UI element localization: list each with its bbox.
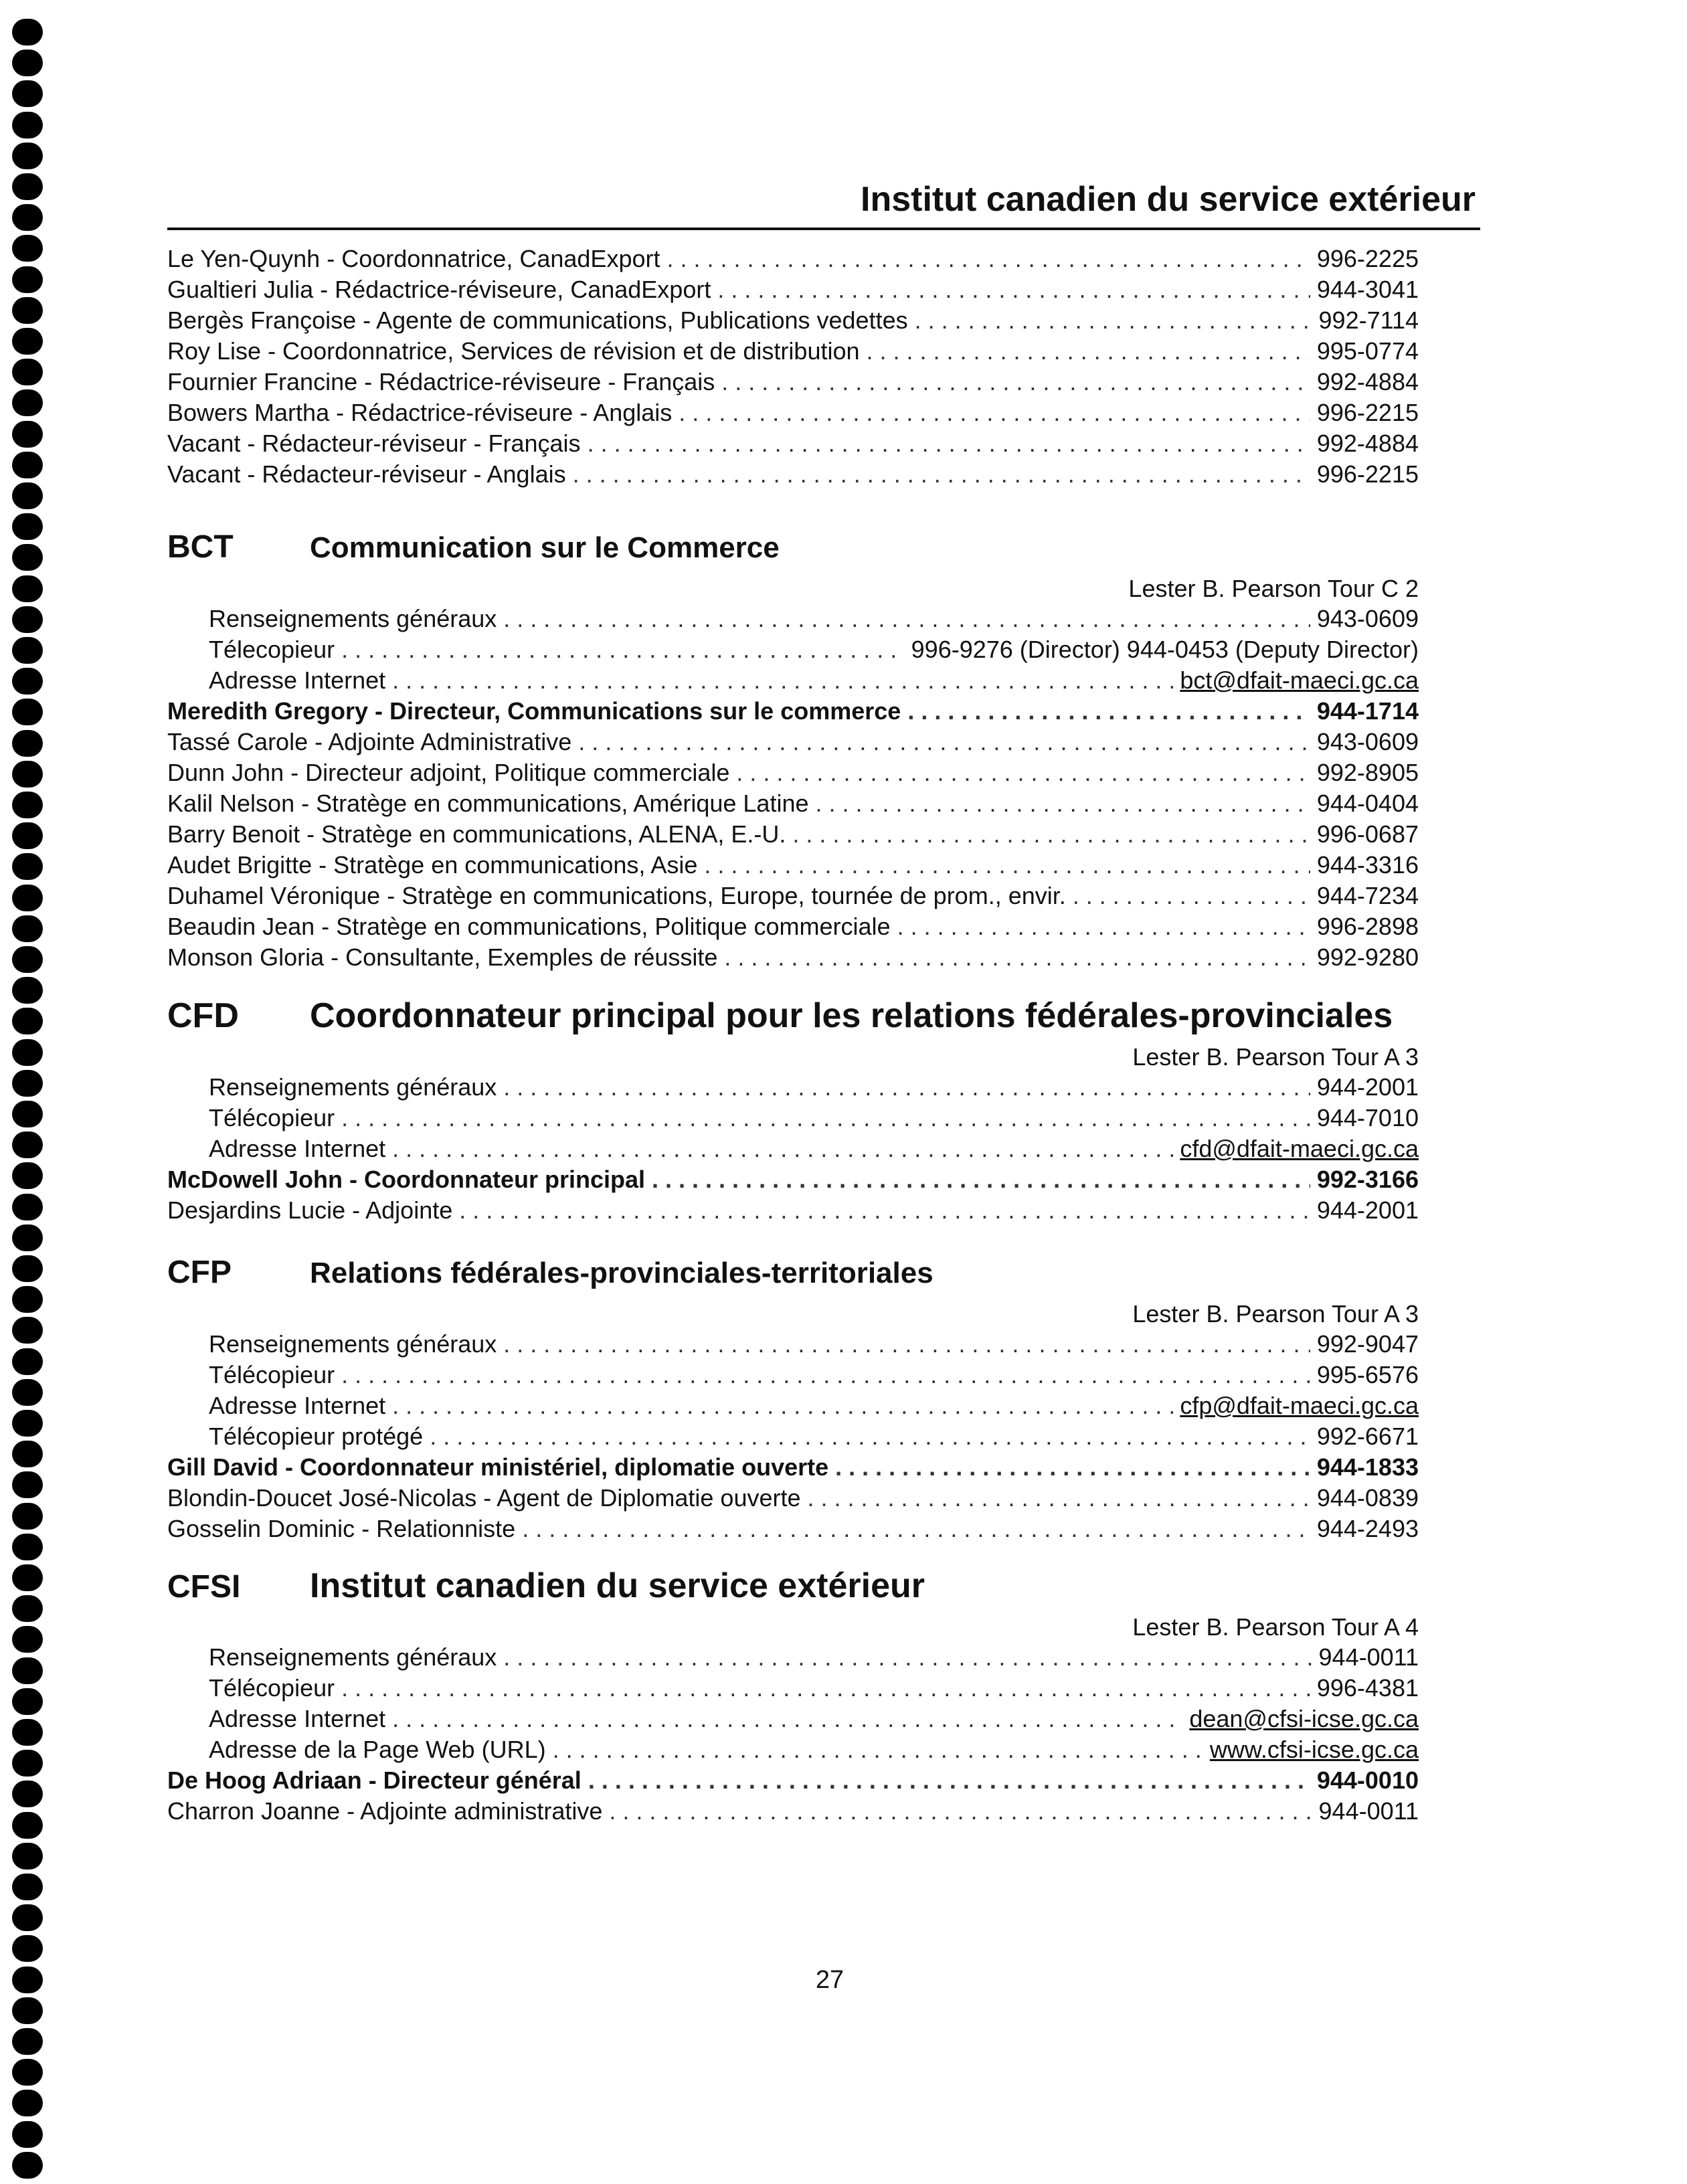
listing-row: Vacant - Rédacteur-réviseur - Anglais . . . 996-2215	[167, 459, 1419, 490]
binder-hole	[12, 1317, 43, 1344]
binder-hole	[12, 822, 43, 849]
web-link[interactable]: www.cfsi-icse.gc.ca	[1209, 1736, 1419, 1763]
binder-hole	[12, 1131, 43, 1158]
binder-hole	[12, 235, 43, 262]
listing-row: Charron Joanne - Adjointe administrative . . . 944-0011	[167, 1796, 1419, 1827]
section-heading	[167, 521, 1419, 574]
binder-hole	[12, 1348, 43, 1375]
binder-hole	[12, 1255, 43, 1282]
binder-hole	[12, 297, 43, 324]
header-rule	[167, 227, 1480, 230]
binder-hole	[12, 1410, 43, 1437]
listing-row: Gill David - Coordonnateur ministériel, diplomatie ouverte . . . 944-1833	[167, 1452, 1419, 1483]
binder-hole	[12, 1008, 43, 1034]
listing-row: Beaudin Jean - Stratège en communications, Politique commerciale . . . 996-2898	[167, 911, 1419, 942]
binder-hole	[12, 730, 43, 757]
listing-row: Adresse Internet . . . cfd@dfait-maeci.gc.ca	[167, 1133, 1419, 1164]
binder-holes	[12, 0, 46, 2184]
listing-row: Barry Benoit - Stratège en communications, ALENA, E.-U. . . . 996-0687	[167, 819, 1419, 850]
binder-hole	[12, 359, 43, 385]
binder-hole	[12, 977, 43, 1004]
binder-hole	[12, 143, 43, 169]
section-location: Lester B. Pearson Tour A 3	[1132, 1300, 1419, 1328]
binder-hole	[12, 482, 43, 509]
listing-row: Kalil Nelson - Stratège en communications, Amérique Latine . . . 944-0404	[167, 788, 1419, 819]
section-cfd	[167, 989, 1419, 1226]
binder-hole	[12, 1039, 43, 1066]
intro-listing	[167, 244, 1419, 490]
listing-row: Télecopieur . . . 996-9276 (Director) 944-0453 (Deputy Director)	[167, 634, 1419, 665]
binder-hole	[12, 421, 43, 448]
page-number: 27	[815, 1966, 845, 1994]
listing-row: Fournier Francine - Rédactrice-réviseure - Français . . . 992-4884	[167, 367, 1419, 397]
listing-row: Desjardins Lucie - Adjointe . . . 944-2001	[167, 1195, 1419, 1226]
listing-row: De Hoog Adriaan - Directeur général . . . 944-0010	[167, 1765, 1419, 1796]
binder-hole	[12, 761, 43, 788]
binder-hole	[12, 1471, 43, 1498]
binder-hole	[12, 2152, 43, 2179]
listing-row: Télécopieur . . . 995-6576	[167, 1360, 1419, 1390]
binder-hole	[12, 513, 43, 540]
section-code: CFD	[167, 996, 239, 1035]
binder-hole	[12, 19, 43, 46]
binder-hole	[12, 885, 43, 911]
binder-hole	[12, 575, 43, 602]
binder-hole	[12, 2121, 43, 2148]
section-code: CFSI	[167, 1569, 241, 1605]
listing-row: Adresse Internet . . . bct@dfait-maeci.gc.ca	[167, 665, 1419, 696]
listing-row: Duhamel Véronique - Stratège en communications, Europe, tournée de prom., envir. . . . 944-7234	[167, 881, 1419, 911]
binder-hole	[12, 1812, 43, 1839]
listing-row: Télécopieur protégé . . . 992-6671	[167, 1421, 1419, 1452]
listing-row: Télécopieur . . . 996-4381	[167, 1673, 1419, 1704]
binder-hole	[12, 1194, 43, 1220]
page-header-title: Institut canadien du service extérieur	[861, 180, 1476, 219]
binder-hole	[12, 946, 43, 973]
section-cfsi	[167, 1559, 1419, 1827]
email-link[interactable]: cfp@dfait-maeci.gc.ca	[1180, 1392, 1419, 1419]
section-cfp	[167, 1246, 1419, 1544]
listing-row: Gualtieri Julia - Rédactrice-réviseure, CanadExport . . . 944-3041	[167, 274, 1419, 305]
email-link[interactable]: bct@dfait-maeci.gc.ca	[1180, 666, 1419, 694]
listing-row: Adresse de la Page Web (URL) . . . www.cfsi-icse.gc.ca	[167, 1734, 1419, 1765]
binder-hole	[12, 1997, 43, 2024]
binder-hole	[12, 1626, 43, 1653]
binder-hole	[12, 1688, 43, 1715]
binder-hole	[12, 80, 43, 107]
binder-hole	[12, 915, 43, 942]
binder-hole	[12, 173, 43, 200]
binder-hole	[12, 1534, 43, 1560]
listing-row: Adresse Internet . . . cfp@dfait-maeci.gc.ca	[167, 1390, 1419, 1421]
binder-hole	[12, 1843, 43, 1870]
section-title: Coordonnateur principal pour les relations fédérales-provinciales	[310, 996, 1393, 1035]
binder-hole	[12, 637, 43, 664]
binder-hole	[12, 50, 43, 76]
binder-hole	[12, 1441, 43, 1467]
binder-hole	[12, 853, 43, 880]
listing-row: Bowers Martha - Rédactrice-réviseure - Anglais . . . 996-2215	[167, 397, 1419, 428]
binder-hole	[12, 1224, 43, 1251]
binder-hole	[12, 204, 43, 231]
binder-hole	[12, 328, 43, 355]
binder-hole	[12, 2028, 43, 2055]
binder-hole	[12, 2090, 43, 2116]
listing-row: Bergès Françoise - Agente de communications, Publications vedettes . . . 992-7114	[167, 305, 1419, 336]
binder-hole	[12, 266, 43, 293]
binder-hole	[12, 1286, 43, 1313]
section-title: Institut canadien du service extérieur	[310, 1566, 925, 1605]
section-code: BCT	[167, 529, 234, 565]
section-location: Lester B. Pearson Tour A 3	[1132, 1043, 1419, 1071]
binder-hole	[12, 792, 43, 818]
listing-row: Monson Gloria - Consultante, Exemples de réussite . . . 992-9280	[167, 942, 1419, 973]
binder-hole	[12, 112, 43, 139]
listing-row: Gosselin Dominic - Relationniste . . . 944-2493	[167, 1514, 1419, 1544]
section-bct	[167, 521, 1419, 973]
binder-hole	[12, 2059, 43, 2086]
section-heading	[167, 989, 1419, 1042]
binder-hole	[12, 1379, 43, 1406]
section-location: Lester B. Pearson Tour C 2	[1128, 575, 1419, 602]
listing-row: Renseignements généraux . . . 944-0011	[167, 1642, 1419, 1673]
listing-row: Tassé Carole - Adjointe Administrative . . . 943-0609	[167, 727, 1419, 757]
binder-hole	[12, 1101, 43, 1127]
listing-row: Dunn John - Directeur adjoint, Politique commerciale . . . 992-8905	[167, 757, 1419, 788]
section-title: Communication sur le Commerce	[310, 531, 780, 564]
email-link[interactable]: dean@cfsi-icse.gc.ca	[1189, 1705, 1419, 1732]
listing-row: Le Yen-Quynh - Coordonnatrice, CanadExport . . . 996-2225	[167, 244, 1419, 274]
listing-row: Meredith Gregory - Directeur, Communications sur le commerce . . . 944-1714	[167, 696, 1419, 727]
binder-hole	[12, 389, 43, 416]
section-heading	[167, 1559, 1419, 1613]
section-location: Lester B. Pearson Tour A 4	[1132, 1613, 1419, 1641]
listing-row: Vacant - Rédacteur-réviseur - Français . . . 992-4884	[167, 428, 1419, 459]
binder-hole	[12, 1874, 43, 1900]
listing-row: McDowell John - Coordonnateur principal . . . 992-3166	[167, 1164, 1419, 1195]
binder-hole	[12, 1162, 43, 1189]
section-heading	[167, 1246, 1419, 1299]
listing-row: Télécopieur . . . 944-7010	[167, 1103, 1419, 1133]
binder-hole	[12, 1070, 43, 1097]
listing-row: Adresse Internet . . . dean@cfsi-icse.gc.ca	[167, 1704, 1419, 1734]
binder-hole	[12, 1657, 43, 1684]
binder-hole	[12, 1781, 43, 1807]
email-link[interactable]: cfd@dfait-maeci.gc.ca	[1180, 1135, 1419, 1162]
listing-row: Renseignements généraux . . . 992-9047	[167, 1329, 1419, 1360]
section-code: CFP	[167, 1255, 232, 1290]
binder-hole	[12, 1935, 43, 1962]
listing-row: Roy Lise - Coordonnatrice, Services de révision et de distribution . . . 995-0774	[167, 336, 1419, 367]
binder-hole	[12, 606, 43, 633]
binder-hole	[12, 1967, 43, 1993]
listing-row: Audet Brigitte - Stratège en communications, Asie . . . 944-3316	[167, 850, 1419, 881]
binder-hole	[12, 544, 43, 571]
binder-hole	[12, 452, 43, 478]
binder-hole	[12, 668, 43, 695]
binder-hole	[12, 1750, 43, 1777]
binder-hole	[12, 1904, 43, 1931]
listing-row: Blondin-Doucet José-Nicolas - Agent de Diplomatie ouverte . . . 944-0839	[167, 1483, 1419, 1514]
listing-row: Renseignements généraux . . . 944-2001	[167, 1072, 1419, 1103]
binder-hole	[12, 1564, 43, 1591]
listing-row: Renseignements généraux . . . 943-0609	[167, 604, 1419, 634]
binder-hole	[12, 1719, 43, 1746]
binder-hole	[12, 699, 43, 725]
section-title: Relations fédérales-provinciales-territoriales	[310, 1257, 934, 1289]
binder-hole	[12, 1595, 43, 1622]
binder-hole	[12, 1503, 43, 1530]
